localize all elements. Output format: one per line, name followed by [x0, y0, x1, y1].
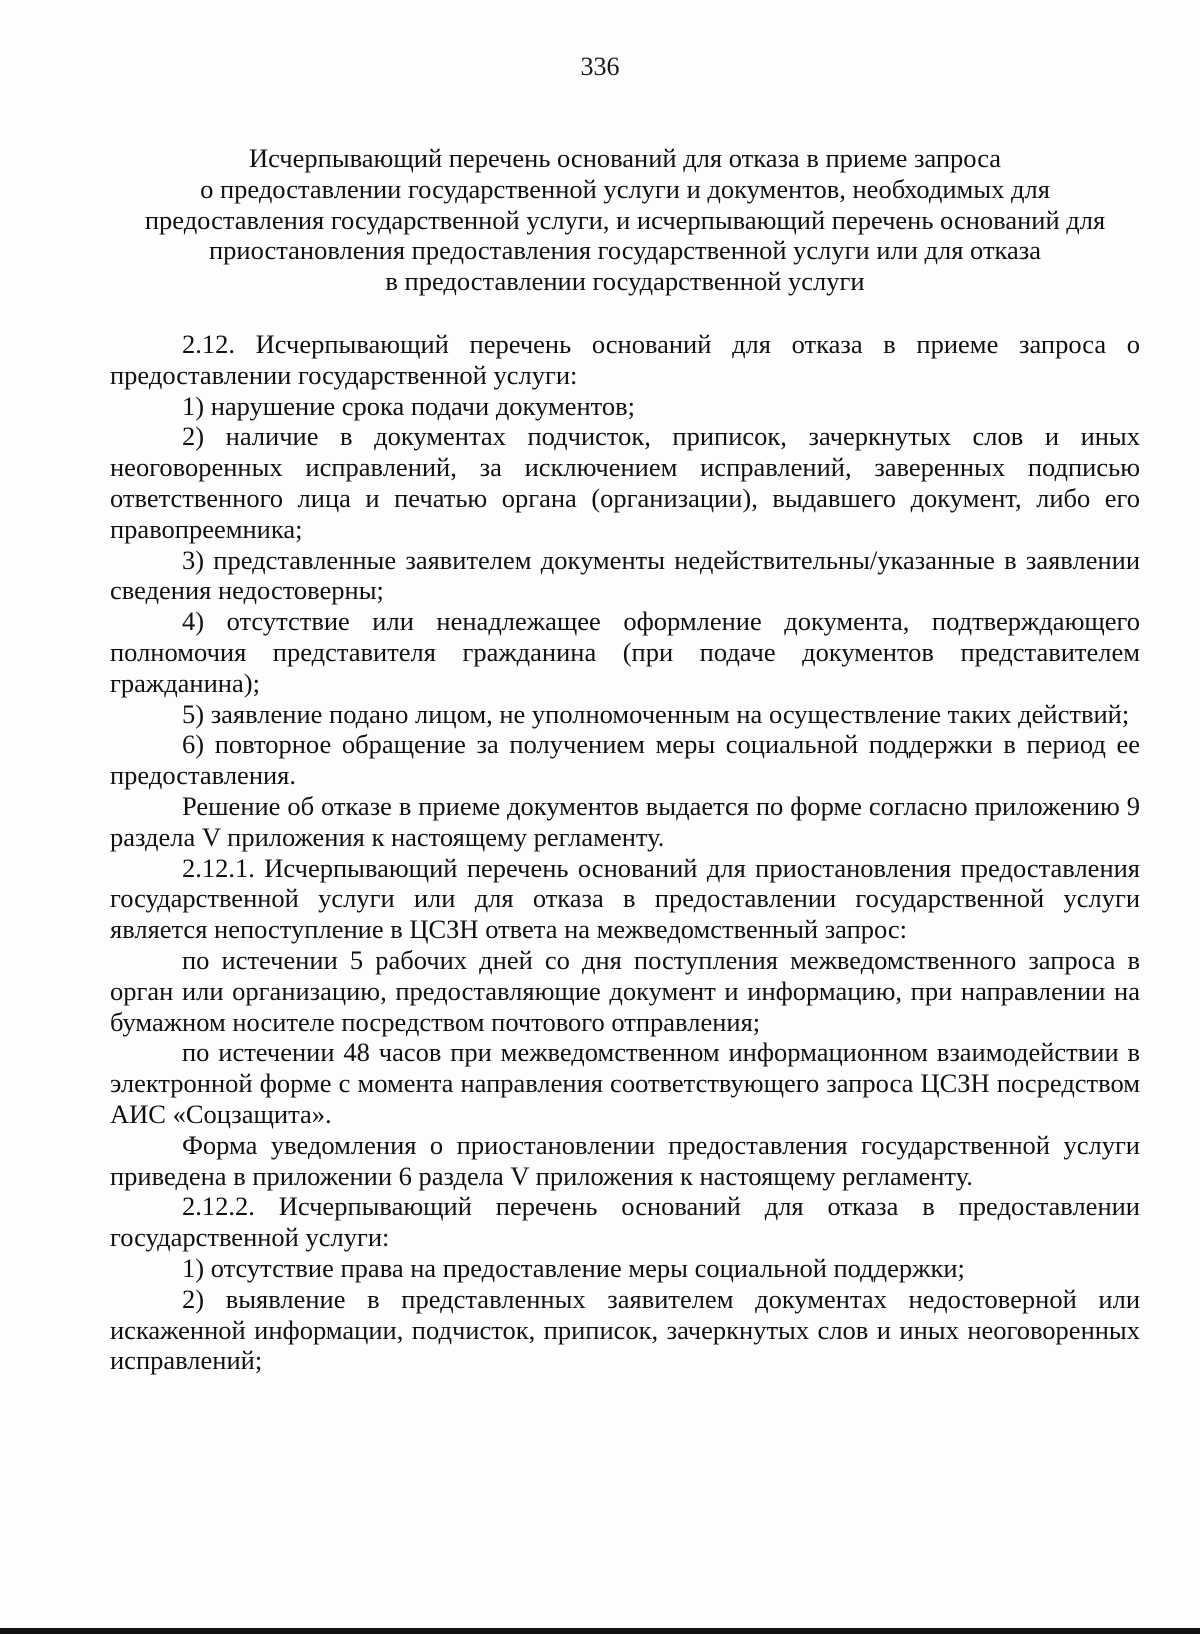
- list-item-6: 6) повторное обращение за получением меры социальной поддержки в период ее предоставления.: [110, 729, 1140, 791]
- paragraph-refusal-decision: Решение об отказе в приеме документов выдается по форме согласно приложению 9 раздела V приложения к настоящему регламенту.: [110, 790, 1140, 852]
- list-item-3: 3) представленные заявителем документы недействительны/указанные в заявлении сведения недостоверны;: [110, 544, 1140, 606]
- document-body: [110, 329, 1140, 1376]
- paragraph-2-12: 2.12. Исчерпывающий перечень оснований для отказа в приеме запроса о предоставлении государственной услуги:: [110, 329, 1140, 390]
- paragraph-2-12-2: 2.12.2. Исчерпывающий перечень оснований для отказа в предоставлении государственной услуги:: [110, 1191, 1140, 1253]
- heading-line: в предоставлении государственной услуги: [385, 266, 865, 297]
- paragraph-48-hours: по истечении 48 часов при межведомственном информационном взаимодействии в электронной форме с момента направления соответствующего запроса ЦСЗН посредством АИС «Соцзащита».: [110, 1037, 1140, 1129]
- heading-line: о предоставлении государственной услуги и документов, необходимых для: [200, 173, 1050, 204]
- paragraph-5-days: по истечении 5 рабочих дней со дня поступления межведомственного запроса в орган или организацию, предоставляющие документ и информацию, при направлении на бумажном носителе посредством почтового отправления;: [110, 944, 1140, 1037]
- scan-bottom-edge: [0, 1628, 1200, 1634]
- heading-line: Исчерпывающий перечень оснований для отказа в приеме запроса: [248, 143, 1002, 173]
- refusal-item-2: 2) выявление в представленных заявителем документах недостоверной или искаженной информации, подчисток, приписок, зачеркнутых слов и иных неоговоренных исправлений;: [110, 1283, 1140, 1376]
- heading-line: предоставления государственной услуги, и исчерпывающий перечень оснований для: [144, 204, 1106, 235]
- refusal-item-1: 1) отсутствие права на предоставление меры социальной поддержки;: [182, 1252, 965, 1283]
- paragraph-notice-form: Форма уведомления о приостановлении предоставления государственной услуги приведена в приложении 6 раздела V приложения к настоящему регламенту.: [110, 1129, 1140, 1191]
- list-item-1: 1) нарушение срока подачи документов;: [182, 390, 636, 421]
- paragraph-2-12-1: 2.12.1. Исчерпывающий перечень оснований для приостановления предоставления государственной услуги или для отказа в предоставлении государственной услуги является непоступление в ЦСЗН ответа на межведомственный запрос:: [110, 852, 1140, 945]
- list-item-5: 5) заявление подано лицом, не уполномоченным на осуществление таких действий;: [182, 698, 1130, 729]
- heading-line: приостановления предоставления государственной услуги или для отказа: [208, 235, 1042, 266]
- list-item-4: 4) отсутствие или ненадлежащее оформление документа, подтверждающего полномочия представителя гражданина (при подаче документов представителем гражданина);: [110, 606, 1140, 698]
- section-heading: [110, 143, 1140, 297]
- page-number: 336: [580, 52, 620, 81]
- list-item-2: 2) наличие в документах подчисток, приписок, зачеркнутых слов и иных неоговоренных исправлений, за исключением исправлений, заверенных подписью ответственного лица и печатью органа (организации), выдавшего документ, либо его правопреемника;: [110, 421, 1140, 544]
